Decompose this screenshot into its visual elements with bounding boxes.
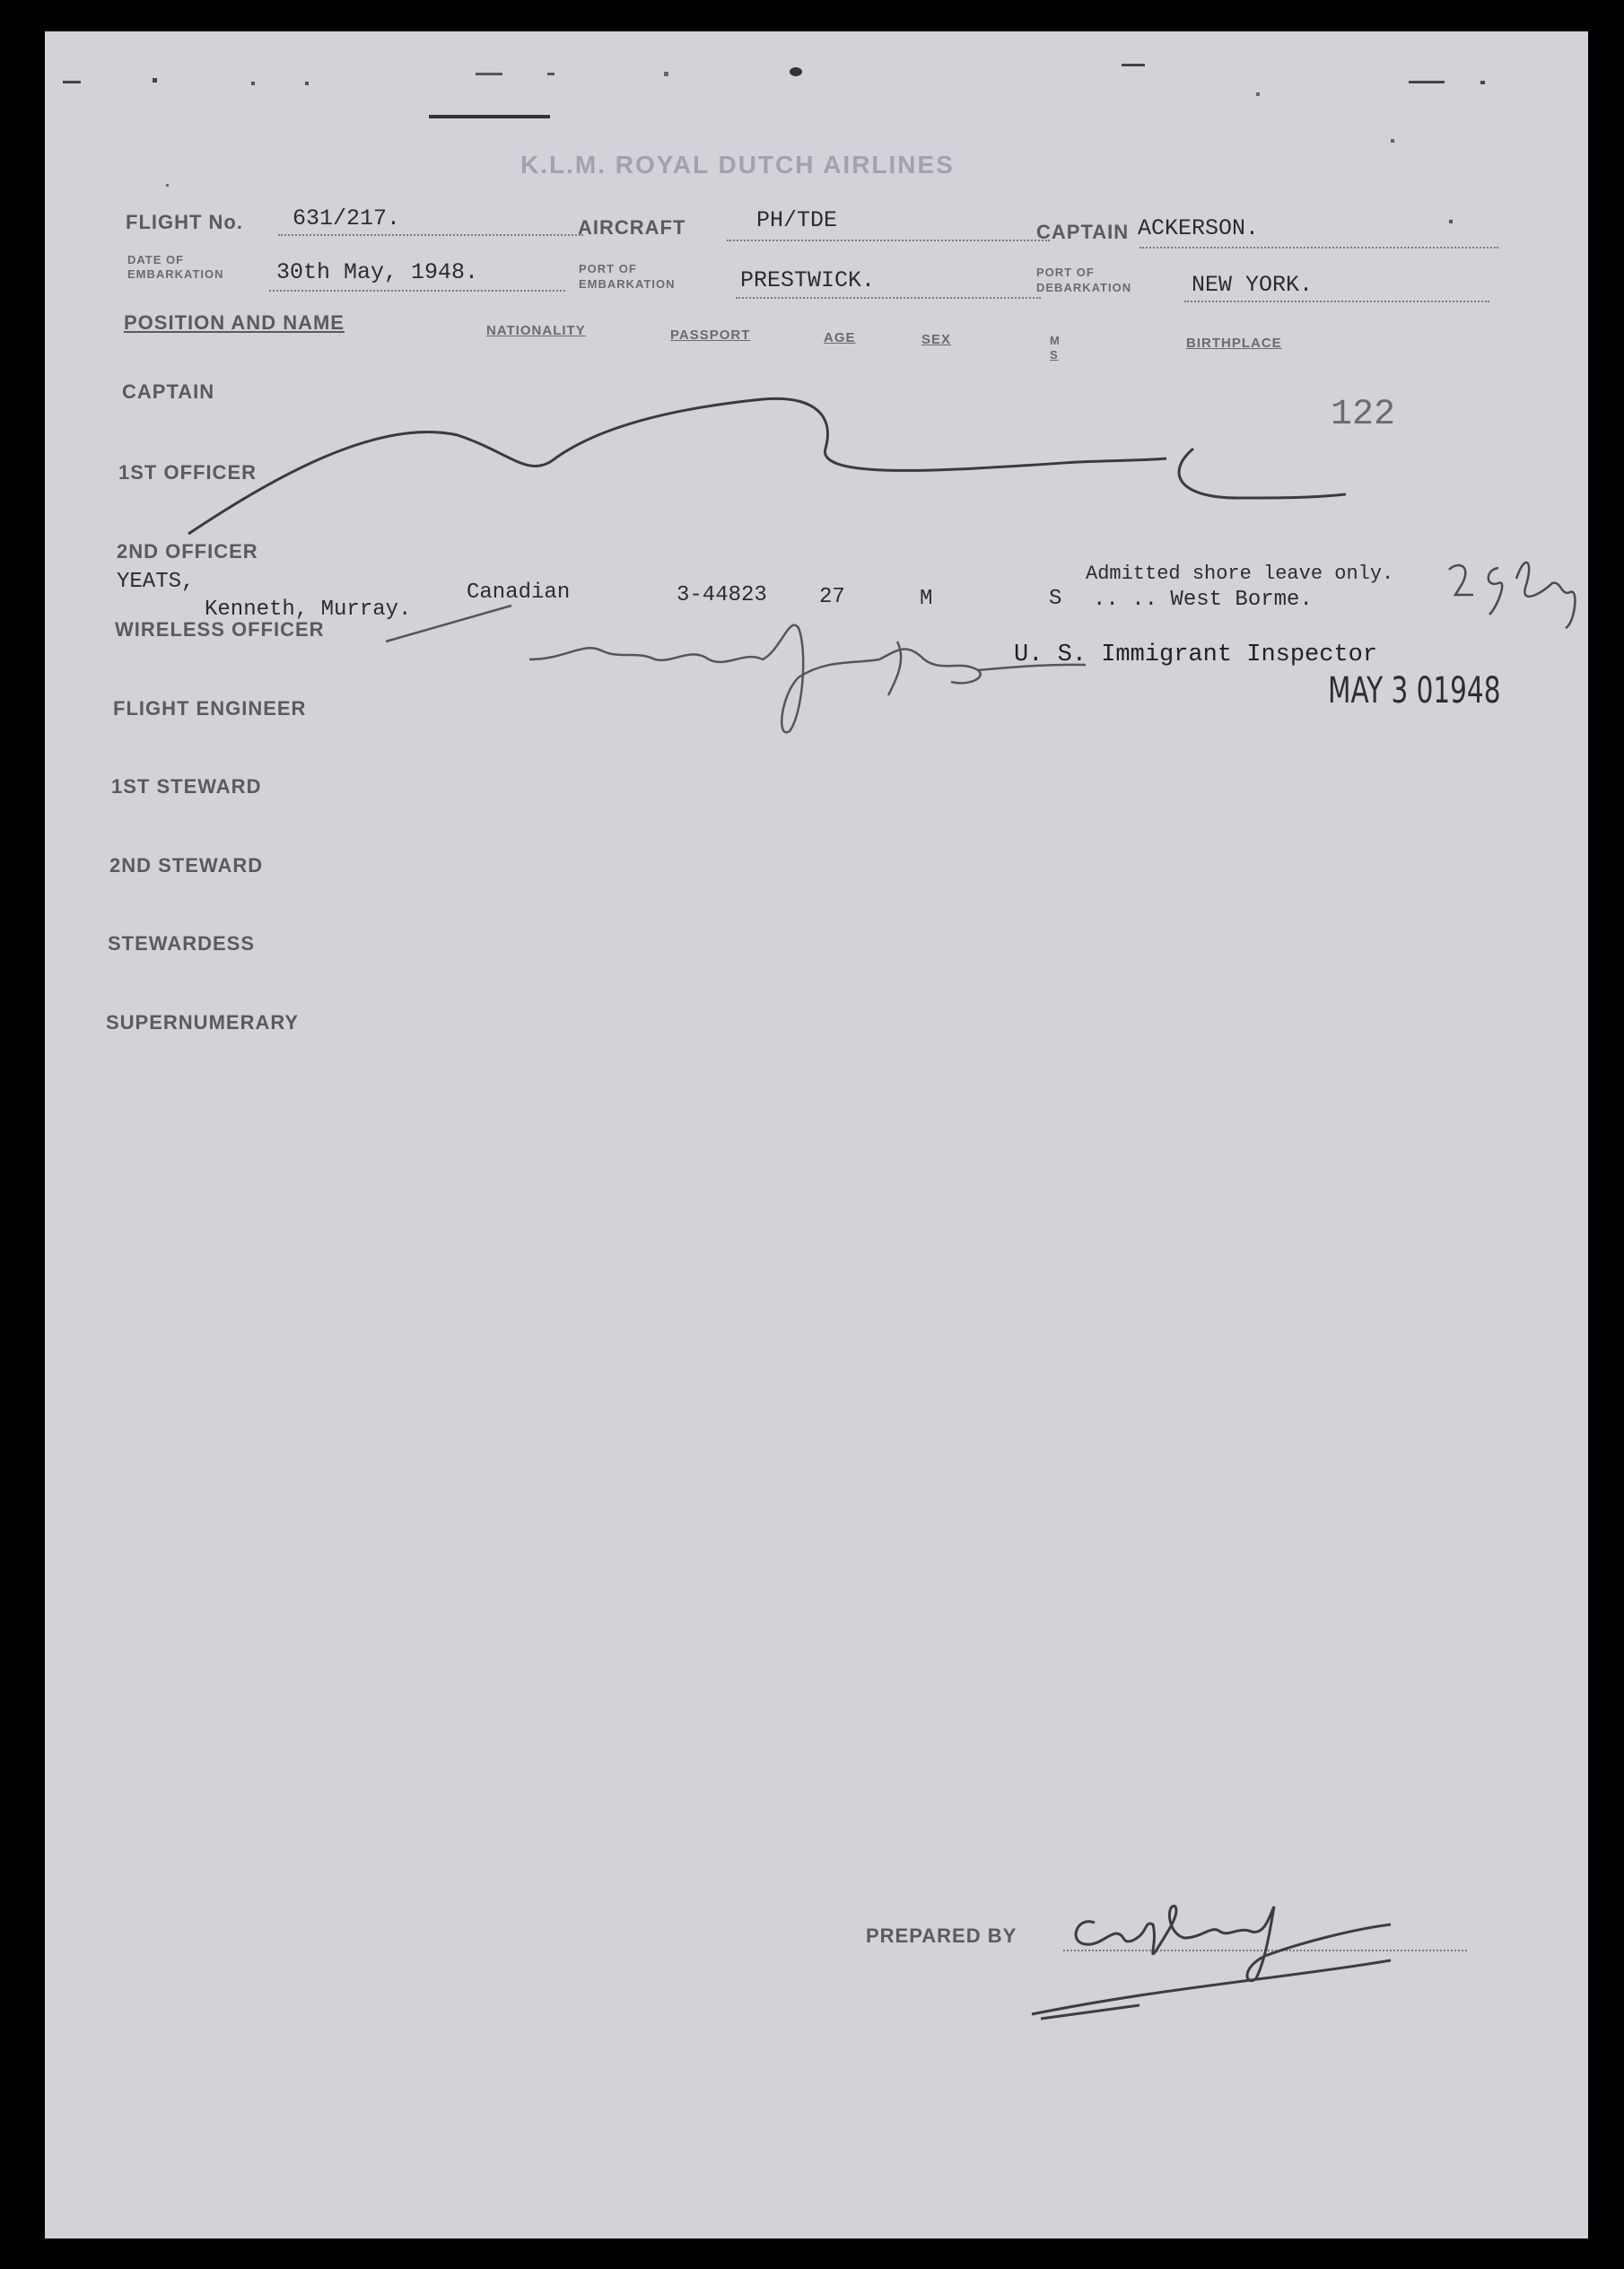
embark-date-label-1: DATE OF: [127, 253, 185, 266]
port-embark-label-1: PORT OF: [579, 262, 637, 275]
crew-marital-status: S: [1049, 587, 1062, 611]
crew-age: 27: [819, 585, 845, 609]
col-age: AGE: [824, 330, 856, 345]
date-stamp: MAY 3 01948: [1328, 670, 1501, 711]
airline-heading: K.L.M. ROYAL DUTCH AIRLINES: [520, 151, 955, 179]
crew-passport: 3-44823: [677, 583, 767, 607]
port-embark-label-2: EMBARKATION: [579, 277, 676, 291]
captain-label: CAPTAIN: [1036, 221, 1130, 243]
col-sex: SEX: [921, 332, 952, 347]
flight-no-value: 631/217.: [292, 205, 401, 231]
col-nationality: NATIONALITY: [486, 323, 586, 338]
port-debark-value: NEW YORK.: [1192, 272, 1314, 298]
position-captain: CAPTAIN: [122, 380, 215, 403]
handwritten-days-mark: [1449, 563, 1575, 628]
position-second-steward: 2ND STEWARD: [109, 854, 264, 877]
captain-value: ACKERSON.: [1138, 215, 1260, 241]
admitted-note: Admitted shore leave only.: [1086, 563, 1394, 585]
position-stewardess: STEWARDESS: [108, 932, 256, 955]
position-first-officer: 1ST OFFICER: [118, 461, 258, 484]
position-first-steward: 1ST STEWARD: [111, 775, 262, 798]
col-ms-s: S: [1050, 348, 1059, 362]
aircraft-label: AIRCRAFT: [578, 216, 686, 239]
crew-given-names: Kenneth, Murray.: [205, 598, 412, 622]
strike-stroke: [188, 398, 1346, 534]
position-second-officer: 2ND OFFICER: [117, 540, 258, 563]
prepared-by-label: PREPARED BY: [866, 1924, 1017, 1947]
aircraft-value: PH/TDE: [756, 207, 838, 233]
position-wireless-officer: WIRELESS OFFICER: [115, 618, 325, 641]
position-flight-engineer: FLIGHT ENGINEER: [113, 697, 307, 720]
port-debark-label-2: DEBARKATION: [1036, 281, 1132, 294]
inspector-title: U. S. Immigrant Inspector: [1014, 641, 1378, 668]
flight-no-label: FLIGHT No.: [126, 211, 243, 233]
prepared-by-signature: [1032, 1907, 1391, 2019]
position-supernumerary: SUPERNUMERARY: [106, 1011, 300, 1034]
crew-sex: M: [920, 587, 933, 611]
port-debark-label-1: PORT OF: [1036, 266, 1095, 279]
embark-date-label-2: EMBARKATION: [127, 267, 224, 281]
crew-nationality: Canadian: [467, 580, 571, 605]
port-embark-value: PRESTWICK.: [740, 267, 876, 293]
inspector-signature: [386, 606, 1086, 732]
col-passport: PASSPORT: [670, 327, 751, 343]
crew-birthplace: .. .. West Borme.: [1093, 588, 1313, 612]
crew-surname: YEATS,: [117, 570, 195, 594]
page-number: 122: [1331, 395, 1396, 435]
embark-date-value: 30th May, 1948.: [276, 259, 479, 285]
col-position-name: POSITION AND NAME: [124, 311, 345, 334]
handwriting-layer: [45, 31, 1588, 2238]
manifest-sheet: [45, 31, 1588, 2238]
col-ms-m: M: [1050, 334, 1061, 347]
col-birthplace: BIRTHPLACE: [1186, 336, 1282, 351]
